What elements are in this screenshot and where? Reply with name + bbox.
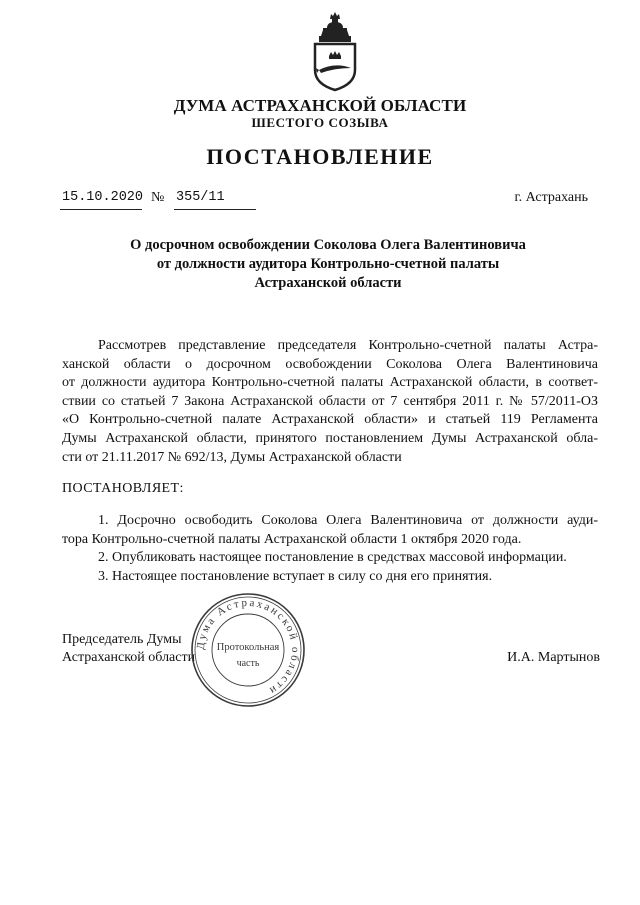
- stamp-ring-text: Дума Астраханской области: [194, 596, 302, 698]
- preamble-line: Рассмотрев представление председателя Контрольно-счетной палаты Астра-: [98, 338, 598, 353]
- stamp-inner-line1: Протокольная: [216, 642, 280, 653]
- signatory-title-line: Астраханской области: [62, 650, 196, 665]
- official-stamp: [188, 590, 308, 710]
- date-underline: [60, 209, 142, 210]
- preamble-line: ствии со статьей 7 Закона Астраханской области от 7 сентября 2011 г. № 57/2011-ОЗ: [62, 393, 598, 409]
- coat-of-arms-icon: [305, 10, 365, 92]
- decree-items: [62, 512, 598, 586]
- item-1-line: тора Контрольно-счетной палаты Астраханской области 1 октября 2020 года.: [62, 531, 522, 547]
- item-1-line: 1. Досрочно освободить Соколова Олега Валентиновича от должности ауди-: [98, 513, 598, 528]
- organization-name: ДУМА АСТРАХАНСКОЙ ОБЛАСТИ: [173, 96, 467, 115]
- preamble-line: от должности аудитора Контрольно-счетной палаты Астраханской области, в соответ-: [62, 375, 598, 391]
- signatory-name: И.А. Мартынов: [507, 650, 600, 665]
- document-type-title: ПОСТАНОВЛЕНИЕ: [206, 144, 434, 169]
- preamble-line: ханской области о досрочном освобождении Соколова Олега Валентиновича: [62, 356, 598, 372]
- preamble-line: Думы Астраханской области, принятого постановлением Думы Астраханской обла-: [62, 430, 598, 446]
- item-3-line: 3. Настоящее постановление вступает в силу со дня его принятия.: [98, 568, 493, 584]
- number-underline: [174, 209, 256, 210]
- subject-line: Астраханской области: [254, 275, 402, 291]
- document-city: г. Астрахань: [514, 190, 588, 205]
- document-subject: [90, 236, 566, 293]
- document-date: 15.10.2020: [62, 190, 144, 205]
- preamble-paragraph: [62, 337, 598, 467]
- number-sign: №: [151, 190, 165, 205]
- preamble-line: сти от 21.11.2017 № 692/13, Думы Астраханской области: [62, 449, 402, 465]
- signatory-title-line: Председатель Думы: [62, 632, 182, 647]
- convocation-label: ШЕСТОГО СОЗЫВА: [251, 115, 389, 130]
- preamble-line: «О Контрольно-счетной палате Астраханской области» и статьей 119 Регламента: [62, 412, 598, 428]
- signatory-title: [62, 631, 195, 667]
- item-2-line: 2. Опубликовать настоящее постановление в средствах массовой информации.: [98, 550, 567, 566]
- subject-line: О досрочном освобождении Соколова Олега Валентиновича: [130, 237, 526, 253]
- decree-heading: ПОСТАНОВЛЯЕТ:: [62, 481, 184, 496]
- subject-line: от должности аудитора Контрольно-счетной палаты: [156, 256, 500, 272]
- stamp-inner-line2: часть: [236, 658, 260, 669]
- document-number: 355/11: [176, 190, 225, 205]
